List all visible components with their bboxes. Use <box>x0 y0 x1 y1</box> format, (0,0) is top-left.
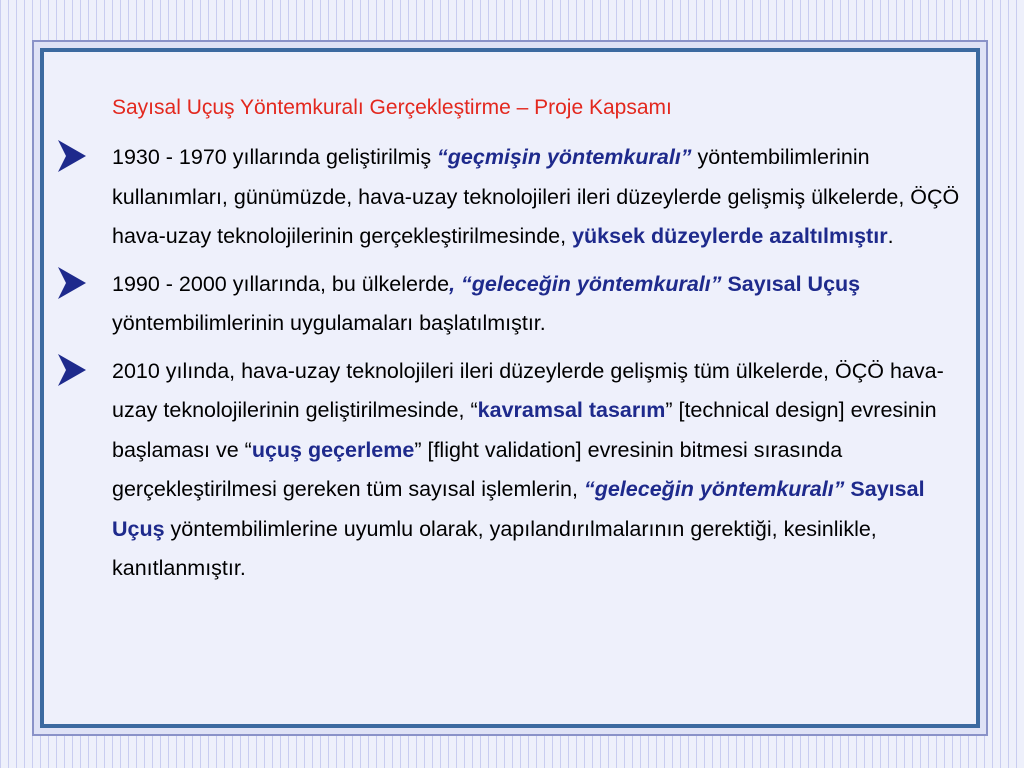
bullet-1-highlight-2: yüksek düzeylerde azaltılmıştır <box>572 224 888 248</box>
arrow-bullet-icon <box>56 352 88 388</box>
bullet-3-text-1: 2010 yılında, hava-uzay teknolojileri ileri düzeylerde gelişmiş tüm ülkelerde, ÖÇÖ hava-uzay teknolojilerinin geliştirilmesinde, “ <box>112 358 944 422</box>
bullet-3-highlight-3: “geleceğin yöntemkuralı” <box>583 477 845 501</box>
bullet-3-text-3: ” [flight validation] evresinin bitmesi sırasında gerçekleştirilmesi gereken tüm sayısal işlemlerin, <box>112 437 843 501</box>
bullet-2 <box>112 265 964 344</box>
slide-content <box>112 88 964 589</box>
bullet-3-text-5: yöntembilimlerine uyumlu olarak, yapılandırılmalarının gerektiği, kesinlikle, kanıtlanmıştır. <box>112 516 877 580</box>
bullet-2-highlight-1: , “geleceğin yöntemkuralı” <box>449 271 722 296</box>
bullet-3-highlight-4: Sayısal Uçuş <box>112 477 925 541</box>
arrow-bullet-icon <box>56 265 88 301</box>
bullet-2-text-1: 1990 - 2000 yıllarında, bu ülkelerde <box>112 271 450 296</box>
bullet-1 <box>112 138 964 257</box>
arrow-bullet-icon <box>56 138 88 174</box>
bullet-1-text-3: . <box>887 224 894 248</box>
bullet-3-highlight-2: uçuş geçerleme <box>251 437 415 462</box>
bullet-1-text-1: 1930 - 1970 yıllarında geliştirilmiş <box>112 145 438 169</box>
bullet-3-highlight-1: kavramsal tasarım <box>477 398 666 422</box>
slide-title: Sayısal Uçuş Yöntemkuralı Gerçekleştirme – Proje Kapsamı <box>112 96 672 119</box>
bullet-3 <box>112 352 964 589</box>
bullet-3-text-2: ” [technical design] evresinin başlaması ve “ <box>112 398 937 462</box>
bullet-2-highlight-2: Sayısal Uçuş <box>727 271 861 296</box>
bullet-2-text-3: yöntembilimlerinin uygulamaları başlatılmıştır. <box>112 311 546 335</box>
bullet-1-highlight-1: “geçmişin yöntemkuralı” <box>437 145 692 169</box>
bullet-1-text-2: yöntembilimlerinin kullanımları, günümüzde, hava-uzay teknolojileri ileri düzeylerde gelişmiş ülkelerde, ÖÇÖ hava-uzay teknolojilerinin gerçekleştirilmesinde, <box>112 145 960 248</box>
